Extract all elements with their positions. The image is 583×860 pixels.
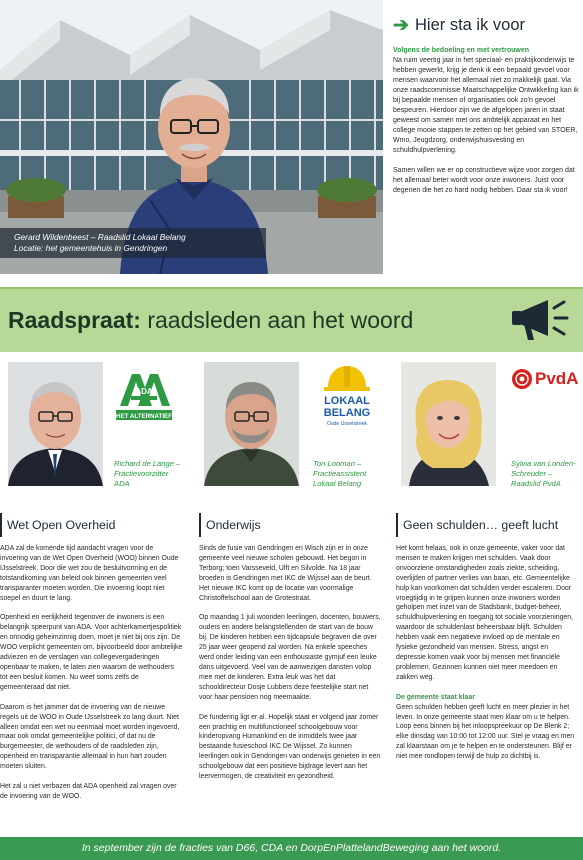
- richard-role: Fractievoorzitter: [114, 469, 169, 478]
- column-wet-open-overheid: [0, 494, 183, 812]
- person-name-ton: [313, 459, 366, 489]
- col1-paragraph-2: Openheid en eerlijkheid tegenover de inwoners is een belangrijk speerpunt van ADA. Voor achterkamertjespolitiek en onnodig geheimzinnig doen, moet je niet bij ons zijn. De WOO verplicht gemeenten om, bijvoorbeeld door ambtelijke adviezen en de verslagen van collegevergaderingen openbaar te maken, te laten zien waarom de wethouders tot een besluit komen. Nu weet soms zelfs de gemeenteraad dat niet.: [0, 614, 183, 691]
- banner-title-bold: Raadspraat:: [8, 307, 141, 333]
- col3-subheading: De gemeente staat klaar: [396, 693, 475, 701]
- column-heading-3: Geen schulden… geeft lucht: [396, 513, 579, 537]
- sylvia-role: Raadslid PvdA: [511, 479, 561, 488]
- portrait-ton: [204, 362, 299, 486]
- banner-title: [8, 307, 413, 334]
- intro-paragraph-2: Samen willen we er op constructieve wijze voor zorgen dat het allemaal beter wordt voor onze inwoners. Juist voor degenen die het zo hard nodig hebben. Daar sta ik voor!: [393, 167, 575, 194]
- top-section: [0, 0, 583, 274]
- article-columns: [0, 494, 583, 834]
- col1-paragraph-3: Daarom is het jammer dat de invoering van de nieuwe regels uit de WOO in Oude IJsselstreek zo lang duurt. Niet alleen omdat een wet nu eenmaal moet worden ingevoerd, maar ook omdat gemeentelijke politici, of dat nu de burgemeester, de wethouders of de raadsleden zijn, openheid en transparantie allemaal in hun hart zouden moeten sluiten.: [0, 703, 180, 771]
- col2-paragraph-3: De fundering ligt er al. Hopelijk staat er volgend jaar zomer een prachtig en multifunctioneel schoolgebouw voor kinderopvang Humankind en de inmiddels twee jaar bestaande fusieschool IKC De Wijssel. Zo kunnen leerlingen ook in Gendringen van onderwijs genieten in een schoolgebouw dat een positieve bijdrage levert aan het leervermogen, de creativiteit en gezondheid.: [199, 713, 381, 781]
- col1-paragraph-1: ADA zal de komende tijd aandacht vragen voor de invoering van de Wet Open Overheid (WOO) binnen Oude IJsselstreek. Door die wet zou de besluitvorming en de totstandkoming van beleid ook binnen gemeenten veel transparanter moeten worden. Die invoering loopt niet soepel en duurt te lang.: [0, 545, 179, 602]
- raadspraat-banner: [0, 289, 583, 352]
- caption-line-1: Gerard Wildenbeest – Raadslid Lokaal Belang: [14, 232, 186, 242]
- portrait-richard: [8, 362, 103, 486]
- caption-line-2: Locatie: het gemeentehuis in Gendringen: [14, 243, 168, 253]
- person-name-sylvia: [511, 459, 576, 489]
- lokaal-belang-word-1: LOKAAL: [324, 395, 370, 407]
- person-name-richard: [114, 459, 180, 489]
- column-body-2: [199, 544, 382, 782]
- column-body-1: [0, 544, 183, 802]
- main-photo: [0, 0, 383, 274]
- lokaal-belang-word-2: BELANG: [323, 407, 371, 419]
- col3-paragraph-2: Geen schulden hebben geeft lucht en meer plezier in het leven. In onze gemeente staat men klaar om u te helpen. Loop eens binnen bij het inloopspreekuur op De Blenk 2; elke dinsdag van 10:00 tot 12:00 uur. Stel je vraag en men zal klaarstaan om je te helpen en te ondersteunen. Blijf er niet mee rondlopen terwijl de hulp zo dichtbij is.: [396, 703, 575, 761]
- intro-article: [393, 14, 579, 206]
- pvda-logo-text: PvdA: [535, 369, 579, 388]
- intro-title: Hier sta ik voor: [415, 15, 526, 34]
- lokaal-belang-logo: [322, 362, 372, 434]
- sylvia-name: Sylvia van Londen-: [511, 459, 576, 468]
- arrow-right-icon: ➔: [393, 14, 409, 36]
- intro-paragraph-1: Na ruim veertig jaar in het speciaal- en praktijkonderwijs te hebben gewerkt, krijg je denk ik een bepaald gevoel voor mensen waarvoor het allemaal niet zo makkelijk gaat. Via onze raadscommissie Maatschappelijke Ontwikkeling kan ik bij bepaalde mensen of organisaties ook zo'n gevoel bespeuren. Hierdoor zijn we de afgelopen jaren in staat geweest om samen met ons ambtelijk apparaat en het college mooie stappen te zetten op het gebied van STOER, Wmo, Jeugdzorg, onderwijshuisvesting en schuldhulpverlening.: [393, 57, 579, 154]
- col1-paragraph-4: Het zal u niet verbazen dat ADA openheid zal vragen over de invoering van de WOO.: [0, 783, 177, 800]
- column-heading-1: Wet Open Overheid: [0, 513, 183, 537]
- megaphone-icon: [510, 296, 570, 344]
- people-row: [0, 352, 583, 494]
- banner-title-rest: raadsleden aan het woord: [140, 307, 414, 333]
- ada-logo-tagline: HET ALTERNATIEF: [116, 413, 172, 420]
- portrait-sylvia: [401, 362, 496, 486]
- pvda-logo: [511, 368, 578, 390]
- photo-caption: [0, 228, 266, 258]
- sylvia-name-2: Schreuder –: [511, 469, 553, 478]
- intro-body: [393, 56, 579, 196]
- col2-paragraph-2: Op maandag 1 juli woonden leerlingen, docenten, bouwers, ouders en andere belangstellenden de start van de bouw bij. De kinderen hebben een tijdcapsule begraven die over 25 jaar weer geopend zal worden. Na enkele speeches werd onder leiding van een enthousiaste gymjuf een leuke dans uitgevoerd. Veel van de aanwezigen dansten volop mee met de kinderen. Extra leuk was het dat schooldirecteur Dosje Lubbers deze feestelijke start net voor haar pensioen nog meemaakte.: [199, 614, 381, 701]
- ton-name: Ton Looman –: [313, 459, 362, 468]
- richard-party: ADA: [114, 479, 130, 488]
- rose-icon: [511, 368, 533, 390]
- col3-paragraph-1: Het komt helaas, ook in onze gemeente, vaker voor dat mensen te maken krijgen met schulden. Vaak door onvoorziene omstandigheden zoals ziekte, scheiding, overlijden of partner verlies van baan, etc. Gemeentelijke hulp kan voorkomen dat schulden verder escaleren. Door vroegtijdig in te grijpen kunnen onze inwoners worden geholpen met inzet van de Stadsbank, budget-beheer, schuldhulpverlening en toegang tot sociale voorzieningen, waardoor de schuldenlast beheersbaar blijft. Schulden hebben vaak een negatieve invloed op de mentale en fysieke gezondheid van mensen. Stress, angst en depressie komen vaak voor bij mensen met financiële problemen. Gezinnen kunnen niet meer meedoen en zakken weg.: [396, 545, 573, 681]
- lokaal-belang-region: Oude IJsselstreek: [326, 421, 368, 427]
- column-body-3: [396, 544, 579, 762]
- col2-paragraph-1: Sinds de fusie van Gendringen en Wisch zijn er in onze gemeente veel nieuwe scholen gebouwd. Het begon in Terborg; toen Varsseveld, Ulft en Silvolde. Na 18 jaar broeden is Gendringen met IKC de Wijssel aan de beurt. Het nieuwe IKC komt op de locatie van voormalige Christoffelschool aan de Grotestraat.: [199, 545, 372, 602]
- ada-logo-letters: ADA: [135, 387, 153, 396]
- richard-name: Richard de Lange –: [114, 459, 181, 468]
- column-heading-2: Onderwijs: [199, 513, 382, 537]
- intro-subtitle: Volgens de bedoeling en met vertrouwen: [393, 47, 530, 54]
- footer-bar: In september zijn de fracties van D66, CDA en DorpEnPlattelandBeweging aan het woord.: [0, 837, 583, 860]
- intro-title-row: [393, 14, 579, 36]
- ton-role: Fractieassistent: [313, 469, 367, 478]
- ton-party: Lokaal Belang: [313, 479, 362, 488]
- banner-divider: [0, 287, 583, 289]
- ada-logo: [114, 368, 174, 424]
- column-onderwijs: [199, 494, 382, 792]
- column-geen-schulden: [396, 494, 579, 772]
